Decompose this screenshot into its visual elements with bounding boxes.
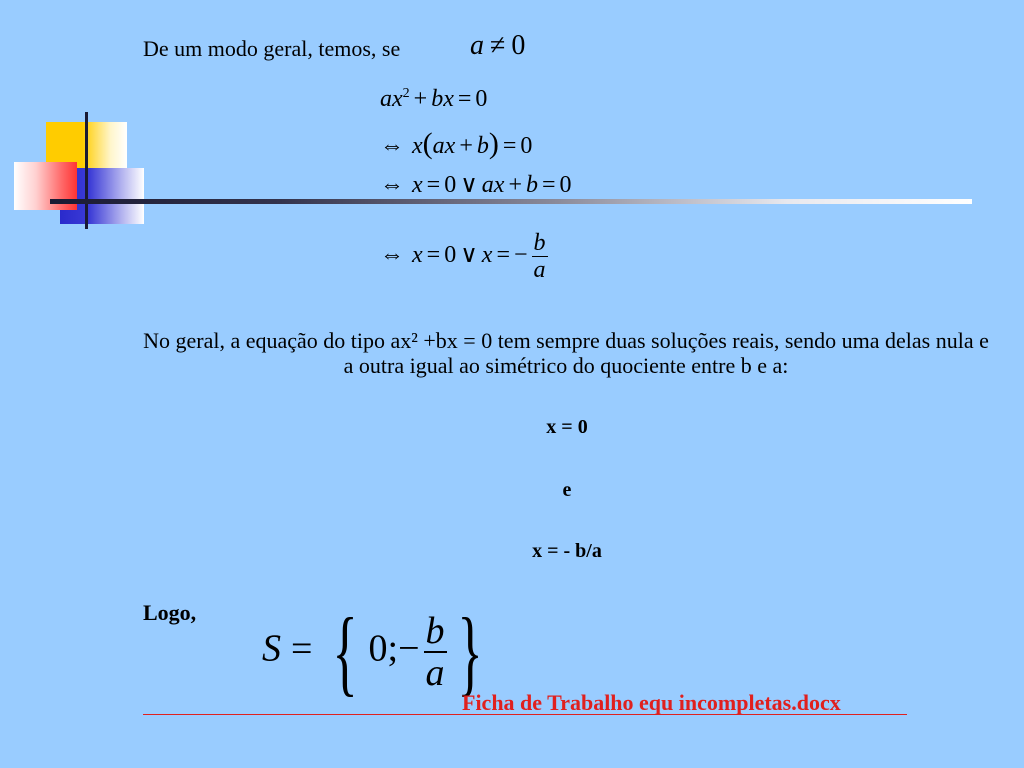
zero: 0	[511, 30, 526, 61]
result-connector: e	[562, 479, 572, 501]
equation-step-4: ⇔ x = 0 ∨ x = − $\frac{b}{a}$	[380, 230, 546, 283]
decor-vertical-line	[85, 112, 88, 229]
intro-text: De um modo geral, temos, se	[143, 36, 401, 61]
explanation-paragraph: No geral, a equação do tipo ax² +bx = 0 tem sempre duas soluções reais, sendo uma delas nula e a outra igual ao simétrico do quociente entre b e a:	[143, 328, 989, 378]
equation-step-2: ⇔ x(ax + b) = 0	[380, 127, 533, 160]
solution-fraction: $\frac{b}{a}$	[425, 610, 445, 694]
not-equal-sign: ≠	[490, 30, 506, 61]
solution-set-formula: S = { 0;− $\frac{b}{a}$ }	[262, 598, 483, 705]
equation-step-3: ⇔ x = 0 ∨ ax + b = 0	[380, 172, 572, 198]
equation-step-1: $ax^2$ + bx = 0	[380, 86, 488, 112]
fraction-b-over-a: $\frac{b}{a}$	[533, 230, 546, 283]
worksheet-link[interactable]: Ficha de Trabalho equ incompletas.docx	[462, 690, 841, 715]
conclusion-label: Logo,	[143, 600, 197, 625]
result-x-equals-zero: x = 0	[546, 416, 588, 438]
result-x-equals-minus-b-over-a: x = - b/a	[532, 540, 602, 562]
condition-formula	[470, 30, 525, 62]
var-a: a	[470, 30, 484, 61]
decor-horizontal-rule	[50, 199, 972, 204]
